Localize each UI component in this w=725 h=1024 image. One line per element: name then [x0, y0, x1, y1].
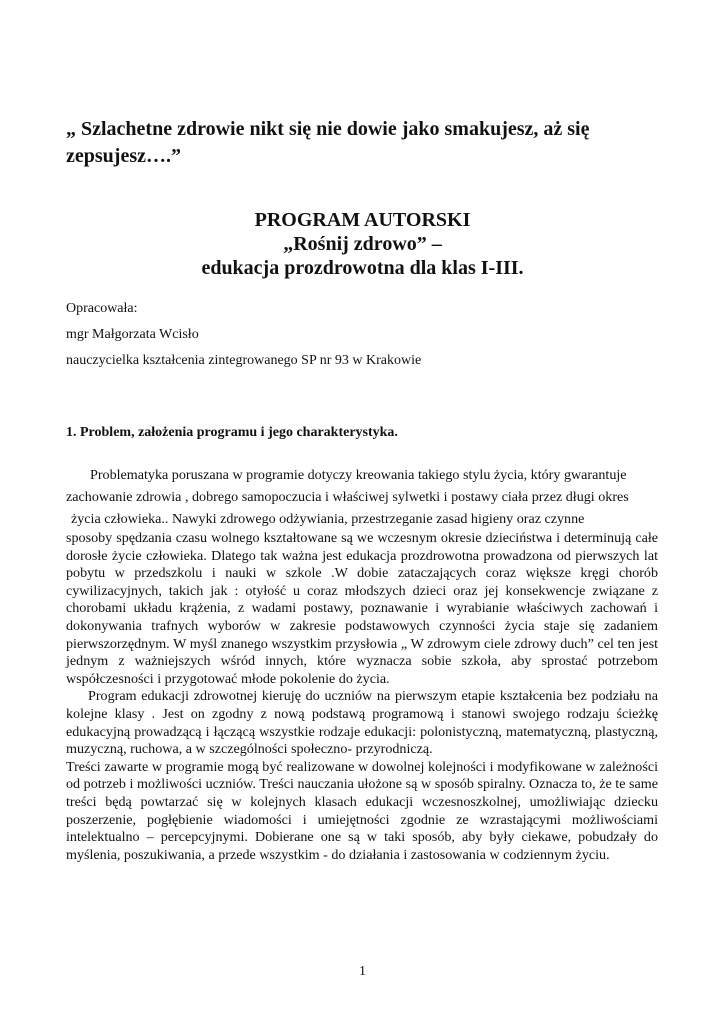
paragraph-1-line-2: zachowanie zdrowia , dobrego samopoczucia i właściwej sylwetki i postawy ciała przez długi okres: [66, 489, 629, 505]
epigraph-quote: „ Szlachetne zdrowie nikt się nie dowie jako smakujesz, aż się zepsujesz….”: [66, 118, 590, 167]
body-text: [66, 464, 658, 864]
author-block: [66, 296, 421, 374]
paragraph-1-line-1: Problematyka poruszana w programie dotyczy kreowania takiego stylu życia, który gwarantuje: [90, 467, 627, 483]
author-name: mgr Małgorzata Wcisło: [66, 327, 199, 342]
paragraph-3: Treści zawarte w programie mogą być realizowane w dowolnej kolejności i modyfikowane w zależności od potrzeb i możliwości uczniów. Treści nauczania ułożone są w sposób spiralny. Oznacza to, że te same treści będą powtarzać się w kolejnych klasach edukacji wczesnoszkolnej, umożliwiając dziecku poszerzenie, pogłębienie wiadomości i umiejętności zgodnie ze wzrastającymi możliwościami intelektualno – percepcyjnymi. Dobierane one są w taki sposób, aby były ciekawe, pobudzały do myślenia, poszukiwania, a przede wszystkim - do działania i zastosowania w codziennym życiu.: [66, 758, 658, 863]
page-number: 1: [359, 964, 366, 979]
title-block: [0, 208, 725, 280]
author-label: Opracowała:: [66, 301, 138, 316]
title-line-name: „Rośnij zdrowo” –: [283, 233, 442, 255]
paragraph-1-line-3: życia człowieka.. Nawyki zdrowego odżywiania, przestrzeganie zasad higieny oraz czynne: [71, 511, 585, 527]
title-line-subtitle: edukacja prozdrowotna dla klas I-III.: [201, 257, 524, 279]
section-heading: 1. Problem, założenia programu i jego charakterystyka.: [66, 425, 398, 440]
paragraph-2: Program edukacji zdrowotnej kieruję do uczniów na pierwszym etapie kształcenia bez podziału na kolejne klasy . Jest on zgodny z nową podstawą programową i stanowi swojego rodzaju ścieżkę edukacyjną prowadzącą i łączącą wszystkie rodzaje edukacji: polonistyczną, matematyczną, plastyczną, muzyczną, ruchowa, a w szczególności społeczno- przyrodniczą.: [66, 688, 658, 758]
title-line-program: PROGRAM AUTORSKI: [254, 209, 471, 231]
paragraph-1-rest: sposoby spędzania czasu wolnego kształtowane są we wczesnym okresie dzieciństwa i determinują całe dorosłe życie człowieka. Dlatego tak ważna jest edukacja prozdrowotna prowadzona od pierwszych lat pobytu w przedszkolu i nauki w szkole .W dobie zataczających coraz większe kręgi chorób cywilizacyjnych, takich jak : otyłość u coraz młodszych dzieci oraz jej konsekwencje związane z chorobami układu krążenia, z wadami postawy, poznawanie i wyrabianie właściwych zachowań i dokonywania trafnych wyborów w zakresie podstawowych czynności życia staje się zadaniem pierwszorzędnym. W myśl znanego wszystkim przysłowia „ W zdrowym ciele zdrowy duch” cel ten jest jednym z ważniejszych wśród innych, które wyznacza sobie szkoła, aby sprostać potrzebom współczesności i przygotować młode pokolenie do życia.: [66, 530, 658, 687]
author-role: nauczycielka kształcenia zintegrowanego SP nr 93 w Krakowie: [66, 353, 422, 368]
